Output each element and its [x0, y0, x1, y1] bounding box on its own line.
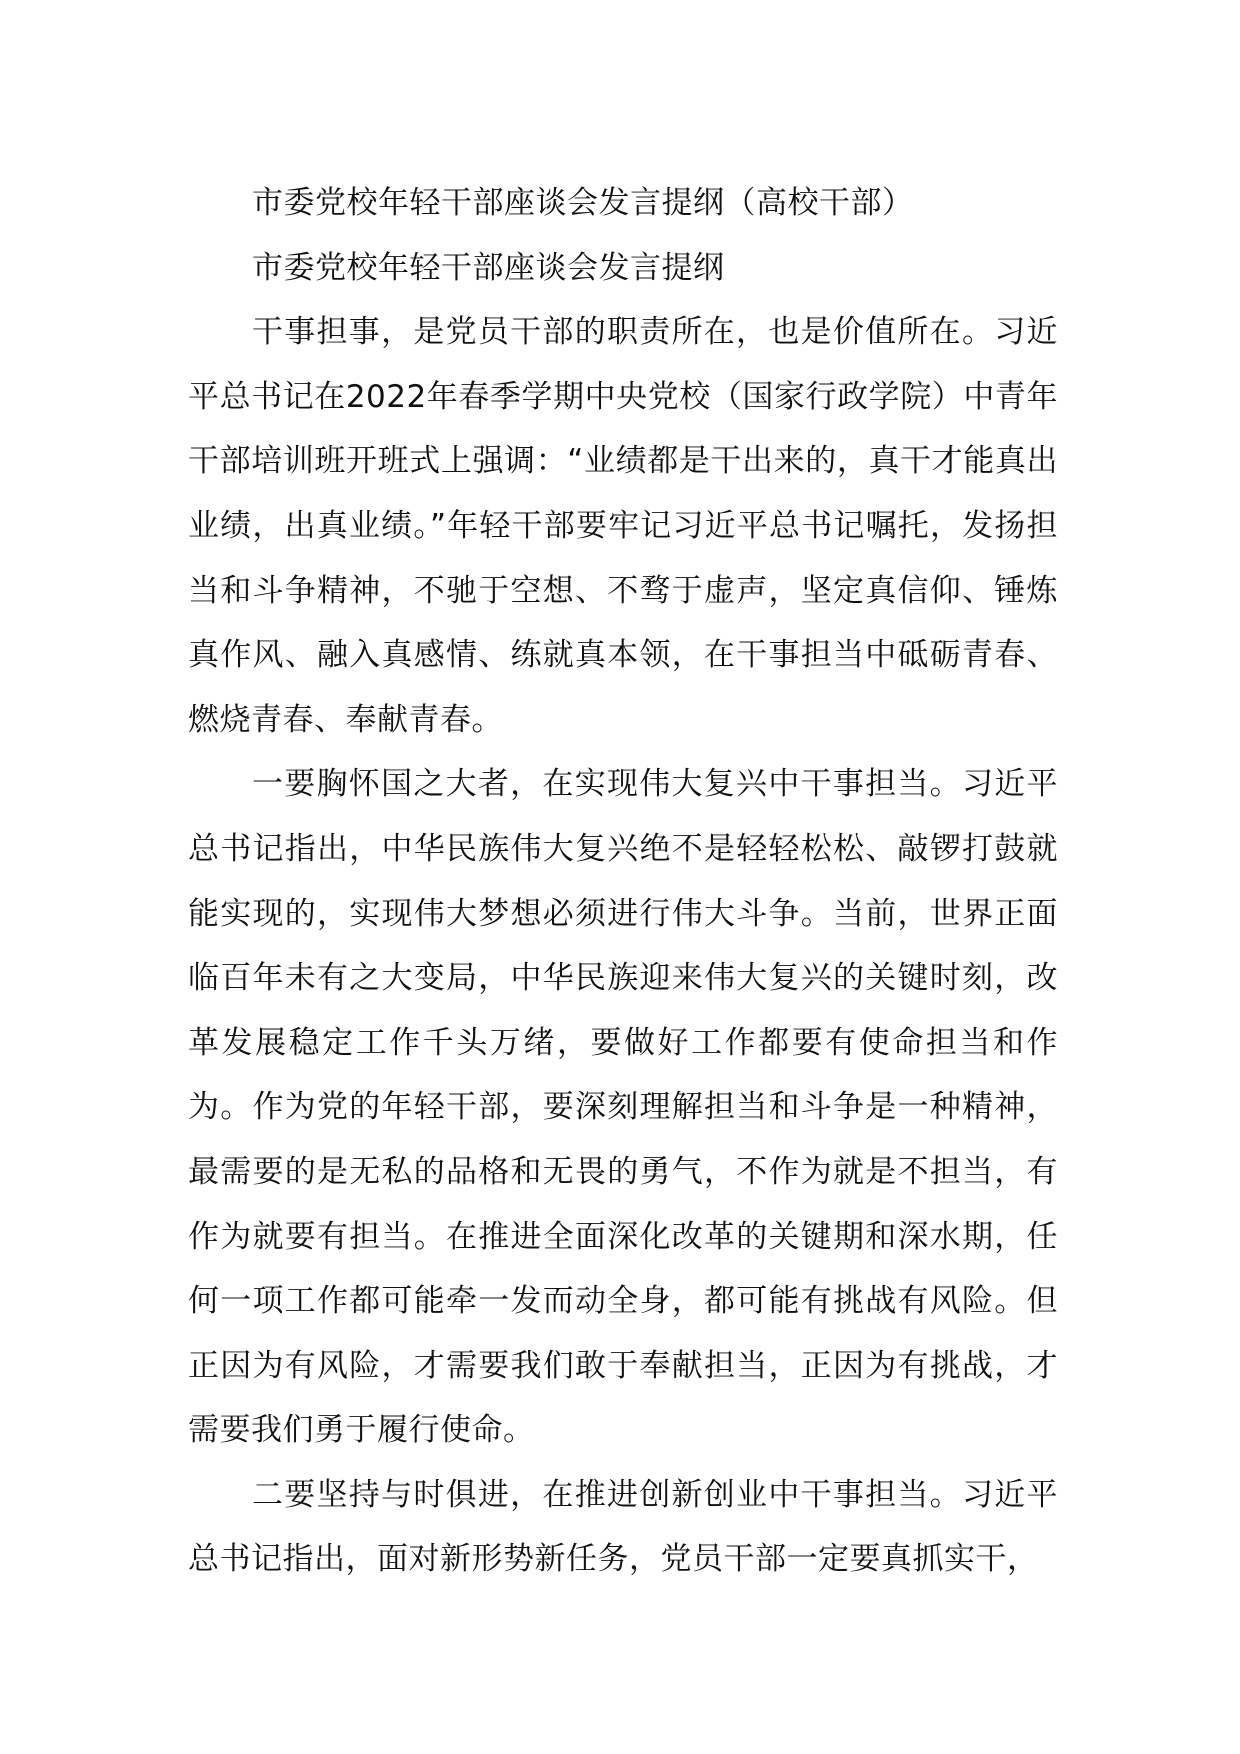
document-title: 市委党校年轻干部座谈会发言提纲（高校干部） [252, 185, 914, 221]
document-subtitle: 市委党校年轻干部座谈会发言提纲 [252, 249, 725, 286]
paragraph-point-one: 一要胸怀国之大者，在实现伟大复兴中干事担当。习近平总书记指出，中华民族伟大复兴绝不是轻轻松松、敲锣打鼓就能实现的，实现伟大梦想必须进行伟大斗争。当前，世界正面临百年未有之大变局，中华民族迎来伟大复兴的关键时刻，改革发展稳定工作千头万绪，要做好工作都要有使命担当和作为。作为党的年轻干部，要深刻理解担当和斗争是一种精神，最需要的是无私的品格和无畏的勇气，不作为就是不担当，有作为就要有担当。在推进全面深化改革的关键期和深水期，任何一项工作都可能牵一发而动全身，都可能有挑战有风险。但正因为有风险，才需要我们敢于奉献担当，正因为有挑战，才需要我们勇于履行使命。 [188, 766, 1058, 1449]
document-body [188, 171, 1058, 1592]
paragraph-point-two: 二要坚持与时俱进，在推进创新创业中干事担当。习近平总书记指出，面对新形势新任务，党员干部一定要真抓实干， [188, 1476, 1058, 1578]
paragraph-intro: 干事担事，是党员干部的职责所在，也是价值所在。习近平总书记在2022年春季学期中央党校（国家行政学院）中青年干部培训班开班式上强调：“业绩都是干出来的，真干才能真出业绩，出真业绩。”年轻干部要牢记习近平总书记嘱托，发扬担当和斗争精神，不驰于空想、不骛于虚声，坚定真信仰、锤炼真作风、融入真感情、练就真本领，在干事担当中砥砺青春、燃烧青春、奉献青春。 [188, 314, 1058, 738]
